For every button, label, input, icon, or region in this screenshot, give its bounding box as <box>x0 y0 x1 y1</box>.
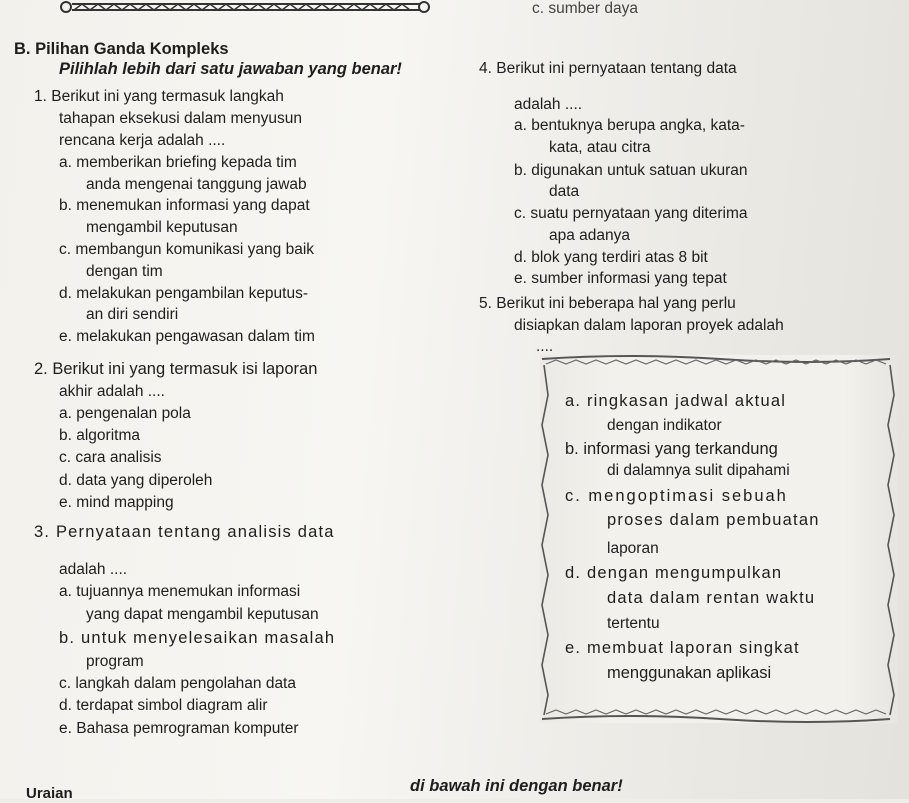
q4-line-2: adalah .... <box>514 96 583 113</box>
q1-line-1: 1. Berikut ini yang termasuk langkah <box>34 88 284 105</box>
q1-option-d-cont: an diri sendiri <box>86 306 179 323</box>
q5-line-1: 5. Berikut ini beberapa hal yang perlu <box>479 295 736 312</box>
section-title: B. Pilihan Ganda Kompleks <box>14 40 229 58</box>
q5-option-e-cont: menggunakan aplikasi <box>607 664 772 682</box>
q4-line-1: 4. Berikut ini pernyataan tentang data <box>479 60 737 77</box>
q1-line-3: rencana kerja adalah .... <box>59 132 226 149</box>
q5-option-d[interactable]: d. dengan mengumpulkan <box>565 564 783 582</box>
q5-option-e[interactable]: e. membuat laporan singkat <box>565 639 800 657</box>
q2-option-b[interactable]: b. algoritma <box>59 427 140 444</box>
q4-option-e[interactable]: e. sumber informasi yang tepat <box>514 270 727 287</box>
q2-option-c[interactable]: c. cara analisis <box>59 449 162 466</box>
q3-option-c[interactable]: c. langkah dalam pengolahan data <box>59 675 296 692</box>
q5-option-a-cont: dengan indikator <box>607 417 722 434</box>
q5-option-b[interactable]: b. informasi yang terkandung <box>565 440 778 458</box>
q1-option-b-cont: mengambil keputusan <box>86 219 238 236</box>
q4-option-a[interactable]: a. bentuknya berupa angka, kata- <box>514 117 745 134</box>
q5-option-c-cont: proses dalam pembuatan <box>607 511 820 529</box>
q5-option-c-cont-2: laporan <box>607 540 659 557</box>
q5-option-d-cont: data dalam rentan waktu <box>607 589 816 607</box>
q1-option-a[interactable]: a. memberikan briefing kepada tim <box>59 154 297 171</box>
q4-option-b-cont: data <box>549 183 580 200</box>
q1-option-e[interactable]: e. melakukan pengawasan dalam tim <box>59 328 315 345</box>
q3-line-2: adalah .... <box>59 561 128 578</box>
q5-line-3: .... <box>536 338 554 355</box>
q5-option-b-cont: di dalamnya sulit dipahami <box>607 462 790 479</box>
q1-option-d[interactable]: d. melakukan pengambilan keputus- <box>59 285 309 302</box>
q1-option-c-cont: dengan tim <box>86 263 163 280</box>
q3-option-a[interactable]: a. tujuannya menemukan informasi <box>59 583 301 600</box>
q1-option-c[interactable]: c. membangun komunikasi yang baik <box>59 241 315 258</box>
q5-line-2: disiapkan dalam laporan proyek adalah <box>514 317 784 334</box>
q2-option-d[interactable]: d. data yang diperoleh <box>59 472 213 489</box>
q3-option-d[interactable]: d. terdapat simbol diagram alir <box>59 697 268 714</box>
footer-instruction-fragment: di bawah ini dengan benar! <box>410 777 623 795</box>
decorative-border-top <box>60 0 430 14</box>
q5-option-d-cont-2: tertentu <box>607 615 660 632</box>
q1-option-b[interactable]: b. menemukan informasi yang dapat <box>59 197 310 214</box>
q4-option-b[interactable]: b. digunakan untuk satuan ukuran <box>514 162 748 179</box>
section-instruction: Pilihlah lebih dari satu jawaban yang benar! <box>59 60 402 78</box>
q4-option-c-cont: apa adanya <box>549 227 631 244</box>
q2-line-1: 2. Berikut ini yang termasuk isi laporan <box>34 360 318 378</box>
q3-option-b-cont: program <box>86 653 144 670</box>
q3-option-a-cont: yang dapat mengambil keputusan <box>86 606 319 623</box>
q5-option-c[interactable]: c. mengoptimasi sebuah <box>565 487 788 505</box>
q4-option-c[interactable]: c. suatu pernyataan yang diterima <box>514 205 748 222</box>
q2-option-e[interactable]: e. mind mapping <box>59 494 174 511</box>
q3-option-b[interactable]: b. untuk menyelesaikan masalah <box>59 629 336 647</box>
q5-option-a[interactable]: a. ringkasan jadwal aktual <box>565 392 787 410</box>
top-right-fragment: c. sumber daya <box>532 0 638 17</box>
footer-left-fragment: Uraian <box>26 785 73 802</box>
q4-option-a-cont: kata, atau citra <box>549 139 651 156</box>
q1-option-a-cont: anda mengenai tanggung jawab <box>86 176 307 193</box>
q3-option-e[interactable]: e. Bahasa pemrograman komputer <box>59 720 299 737</box>
q1-line-2: tahapan eksekusi dalam menyusun <box>59 110 302 127</box>
q4-option-d[interactable]: d. blok yang terdiri atas 8 bit <box>514 249 708 266</box>
q2-line-2: akhir adalah .... <box>59 383 165 400</box>
q3-line-1: 3. Pernyataan tentang analisis data <box>34 523 335 541</box>
q2-option-a[interactable]: a. pengenalan pola <box>59 405 191 422</box>
